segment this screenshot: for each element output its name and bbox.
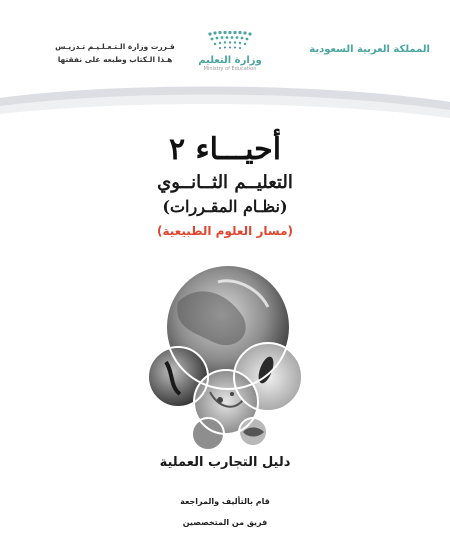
system-title: (نظـام المقـررات) xyxy=(162,197,288,216)
author-team-label: فريق من المتخصصين xyxy=(182,518,268,527)
biology-photo-collage xyxy=(148,262,308,452)
decree-line-2: هـذا الـكتاب وطبعه على نفقتها xyxy=(57,55,173,64)
ministry-emblem-icon xyxy=(204,28,256,54)
title-block xyxy=(0,132,450,242)
ministry-name-english: Ministry of Education xyxy=(203,66,257,72)
decorative-band xyxy=(0,80,450,130)
stage-title: التعليــم الثــانــوي xyxy=(157,172,293,193)
kingdom-label: المملكة العربية السعودية xyxy=(309,44,430,55)
decree-text xyxy=(40,40,190,66)
subject-title: أحيـــاء ٢ xyxy=(168,132,282,167)
lab-guide-title: دليل التجارب العملية xyxy=(159,455,291,470)
decree-line-1: قـررت وزارة الـتـعـلـيـم تـدريـس xyxy=(55,42,175,51)
ministry-logo xyxy=(185,28,275,88)
ministry-name-arabic: وزارة التعليم xyxy=(198,55,262,66)
track-title: (مسار العلوم الطبيعية) xyxy=(156,224,294,238)
authored-by-label: قام بالتأليف والمراجعة xyxy=(180,497,270,506)
